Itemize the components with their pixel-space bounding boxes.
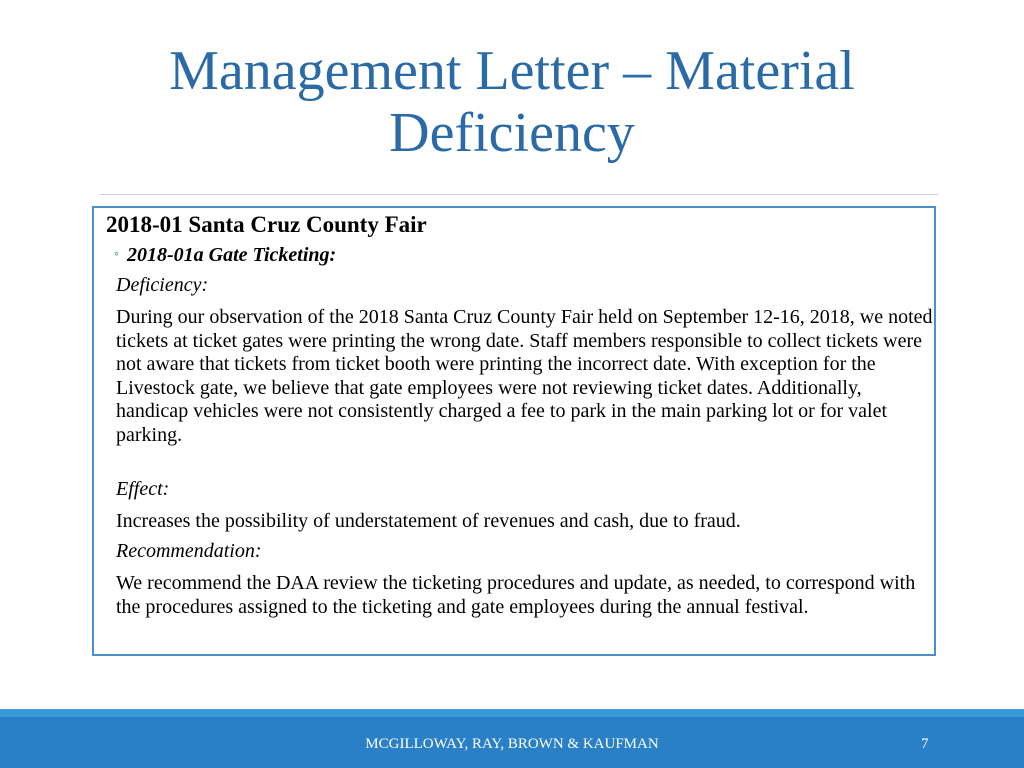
deficiency-label: Deficiency:	[116, 274, 209, 296]
slide-title	[60, 40, 964, 164]
footer-firm-name: MCGILLOWAY, RAY, BROWN & KAUFMAN	[365, 736, 659, 752]
sub-item-label: 2018-01a Gate Ticketing:	[126, 244, 337, 266]
content-box	[92, 206, 936, 656]
sub-item	[114, 244, 336, 267]
effect-label: Effect:	[116, 478, 170, 500]
title-line-2: Deficiency	[389, 102, 635, 164]
footer-accent-band	[0, 709, 1024, 717]
title-divider	[100, 194, 938, 195]
circle-bullet-icon: ◦	[114, 247, 119, 262]
title-line-1: Management Letter – Material	[169, 40, 855, 102]
recommendation-label: Recommendation:	[116, 540, 262, 562]
deficiency-text: During our observation of the 2018 Santa Cruz County Fair held on September 12-16, 2018, we noted tickets at ticket gates were printing the wrong date. Staff members responsible to collect tickets were not aware that tickets from ticket booth were printing the incorrect date. With exception for the Livestock gate, we believe that gate employees were not reviewing ticket dates. Additionally, handicap vehicles were not consistently charged a fee to park in the main parking lot or for valet parking.	[116, 306, 933, 446]
page-number: 7	[921, 736, 929, 752]
recommendation-text: We recommend the DAA review the ticketing procedures and update, as needed, to correspond with the procedures assigned to the ticketing and gate employees during the annual festival.	[116, 572, 916, 618]
effect-text: Increases the possibility of understatement of revenues and cash, due to fraud.	[116, 510, 741, 532]
finding-heading: 2018-01 Santa Cruz County Fair	[106, 212, 427, 237]
